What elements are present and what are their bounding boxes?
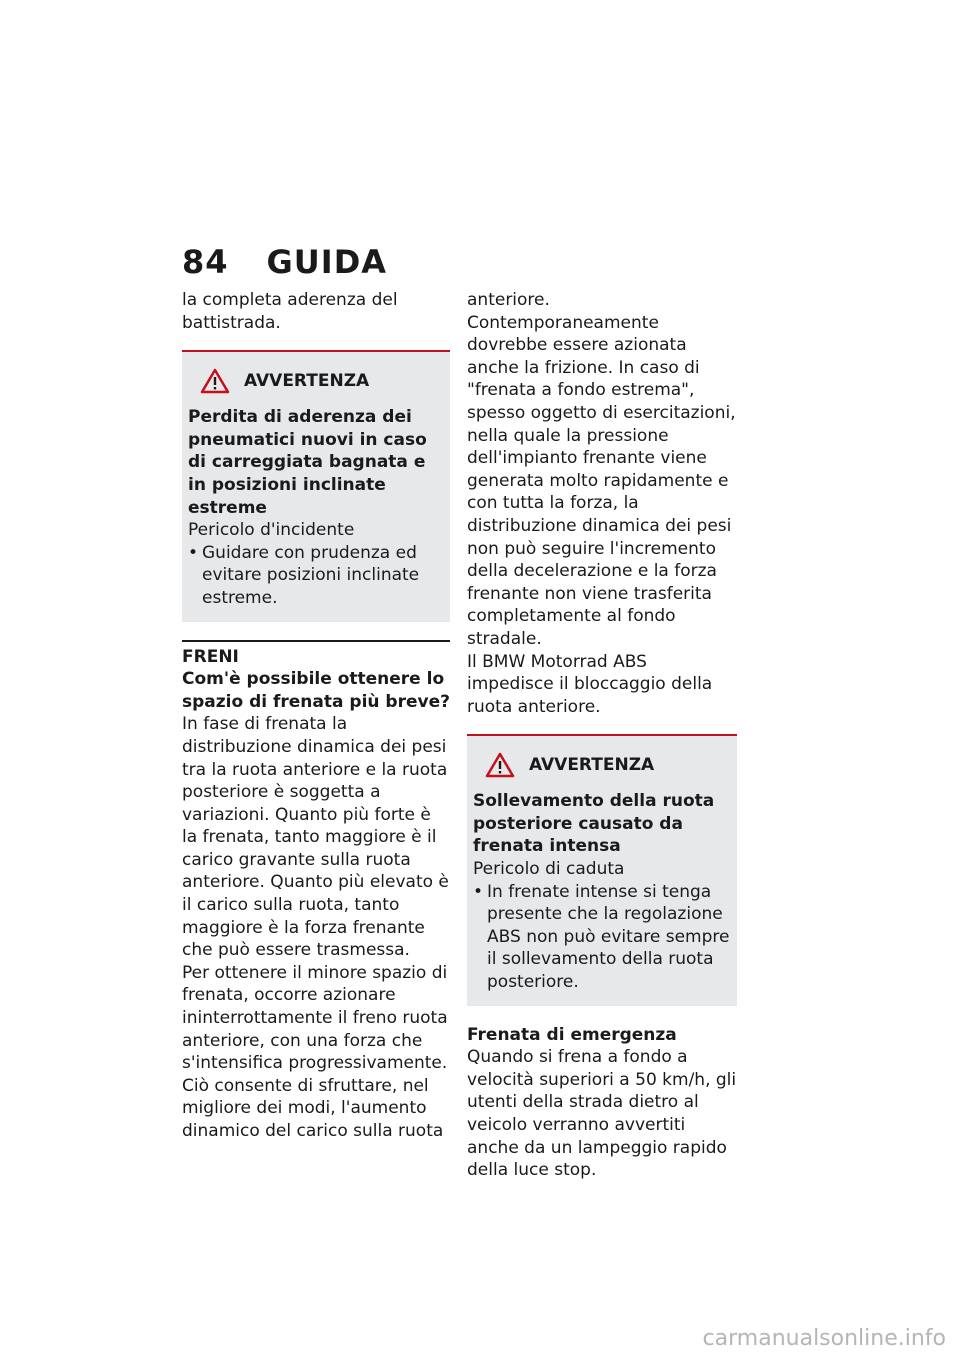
left-column [182, 289, 450, 1143]
warning-header [188, 368, 444, 394]
warning-bullet-text: In frenate intense si tenga presente che la regolazione ABS non può evitare sempre il sollevamento della ruota posteriore. [487, 881, 730, 993]
warning-subtitle: Sollevamento della ruota posteriore causato da frenata intensa [473, 791, 715, 857]
page-number: 84 [182, 243, 229, 281]
warning-box-1 [182, 350, 450, 621]
warning-title: AVVERTENZA [529, 754, 655, 775]
bullet-dot-icon: • [188, 542, 199, 563]
warning-box-2 [467, 734, 737, 1005]
warning-bullet [473, 881, 731, 994]
paragraph-2: Per ottenere il minore spazio di frenata, occorre azionare ininterrottamente il freno ruota anteriore, con una forza che s'intensifica progressivamente. Ciò consente di sfruttare, nel migliore dei modi, l'aumento dinamico del carico sulla ruota [182, 962, 448, 1141]
bullet-dot-icon: • [473, 881, 484, 902]
warning-risk: Pericolo di caduta [473, 859, 625, 880]
warning-bullet [188, 542, 444, 610]
emergency-heading: Frenata di emergenza [467, 1024, 677, 1045]
warning-triangle-icon [485, 752, 515, 778]
watermark: carmanualsonline.info [702, 1326, 946, 1351]
paragraph-3: anteriore. Contemporaneamente dovrebbe essere azionata anche la frizione. In caso di "frenata a fondo estrema", spesso oggetto di esercitazioni, nella quale la pressione dell'impianto frenante viene generata molto rapidamente e con tutta la forza, la distribuzione dinamica dei pesi non può seguire l'incremento della decelerazione e la forza frenante non viene trasferita completamente al fondo stradale. [467, 290, 736, 649]
warning-bullet-text: Guidare con prudenza ed evitare posizioni inclinate estreme. [202, 542, 420, 608]
intro-text: la completa aderenza del battistrada. [182, 290, 398, 333]
emergency-text: Quando si frena a fondo a velocità superiori a 50 km/h, gli utenti della strada dietro al veicolo verranno avvertiti anche da un lampeggio rapido della luce stop. [467, 1047, 737, 1181]
warning-risk: Pericolo d'incidente [188, 520, 355, 541]
warning-triangle-icon [200, 368, 230, 394]
warning-header [473, 752, 731, 778]
chapter-title: GUIDA [266, 243, 388, 281]
paragraph-4: Il BMW Motorrad ABS impedisce il bloccaggio della ruota anteriore. [467, 651, 713, 717]
warning-title: AVVERTENZA [244, 370, 370, 391]
right-column [467, 289, 737, 1182]
section-title: FRENI [182, 640, 450, 669]
paragraph-1: In fase di frenata la distribuzione dinamica dei pesi tra la ruota anteriore e la ruota posteriore è soggetta a variazioni. Quanto più forte è la frenata, tanto maggiore è il carico gravante sulla ruota anteriore. Quanto più elevato è il carico sulla ruota, tanto maggiore è la forza frenante che può essere trasmessa. [182, 714, 449, 961]
warning-subtitle: Perdita di aderenza dei pneumatici nuovi in caso di carreggiata bagnata e in posizioni inclinate estreme [188, 407, 427, 518]
page-header [182, 243, 387, 281]
question-heading: Com'è possibile ottenere lo spazio di frenata più breve? [182, 669, 450, 712]
